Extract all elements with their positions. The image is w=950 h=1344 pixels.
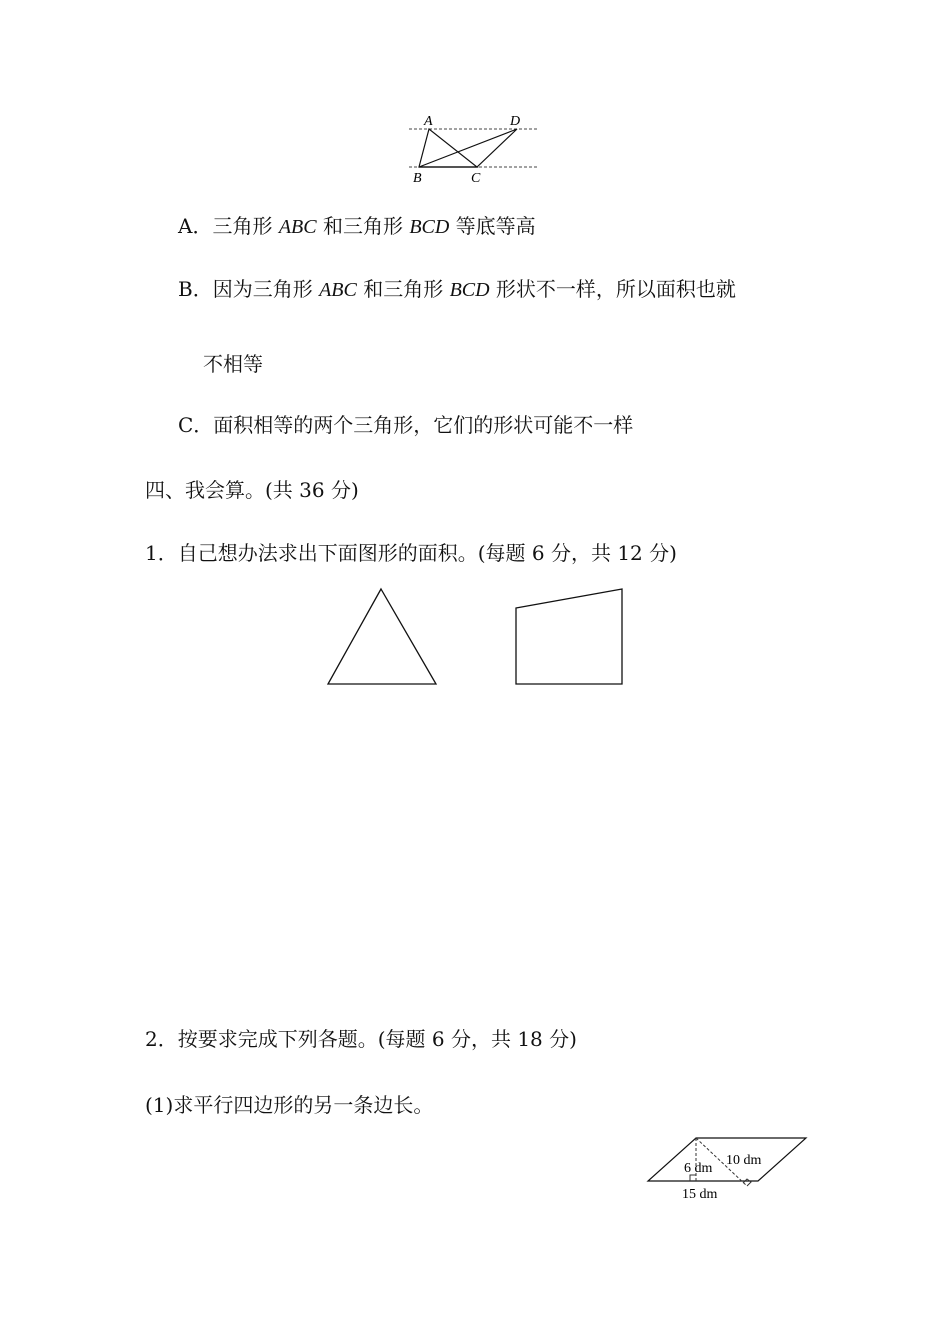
label-c: C xyxy=(471,171,481,186)
option-a xyxy=(178,213,536,240)
option-a-bcd: BCD xyxy=(409,216,450,238)
height-label: 6 dm xyxy=(684,1161,713,1176)
q1-triangle-figure xyxy=(322,585,442,689)
question-2: 2．按要求完成下列各题。(每题 6 分，共 18 分) xyxy=(145,1027,577,1051)
option-b-suffix: 形状不一样，所以面积也就 xyxy=(489,277,736,301)
right-angle-mark-side xyxy=(743,1179,751,1186)
parallelogram-figure xyxy=(644,1134,814,1204)
option-b-prefix: B．因为三角形 xyxy=(178,277,320,301)
option-b-mid: 和三角形 xyxy=(356,277,450,301)
label-a: A xyxy=(424,114,433,129)
q1-trapezoid-figure xyxy=(510,585,630,689)
equilateral-triangle xyxy=(328,589,436,684)
option-b-bcd: BCD xyxy=(449,279,490,301)
option-b xyxy=(178,276,736,303)
question-1: 1．自己想办法求出下面图形的面积。(每题 6 分，共 12 分) xyxy=(145,541,677,565)
option-a-prefix: A．三角形 xyxy=(178,214,279,238)
option-c: C．面积相等的两个三角形，它们的形状可能不一样 xyxy=(178,413,634,437)
right-trapezoid xyxy=(516,589,622,684)
option-a-mid: 和三角形 xyxy=(316,214,410,238)
question-2-1: (1)求平行四边形的另一条边长。 xyxy=(145,1093,434,1117)
side-label: 10 dm xyxy=(726,1153,762,1168)
option-a-abc: ABC xyxy=(278,216,317,238)
option-b-continuation: 不相等 xyxy=(203,352,263,376)
triangle-bcd xyxy=(419,129,517,167)
label-d: D xyxy=(510,114,521,129)
option-a-suffix: 等底等高 xyxy=(449,214,536,238)
section-4-title: 四、我会算。(共 36 分) xyxy=(145,478,359,502)
option-b-abc: ABC xyxy=(319,279,357,301)
label-b: B xyxy=(413,171,422,186)
base-label: 15 dm xyxy=(682,1187,718,1202)
triangle-abcd-figure xyxy=(405,110,545,190)
